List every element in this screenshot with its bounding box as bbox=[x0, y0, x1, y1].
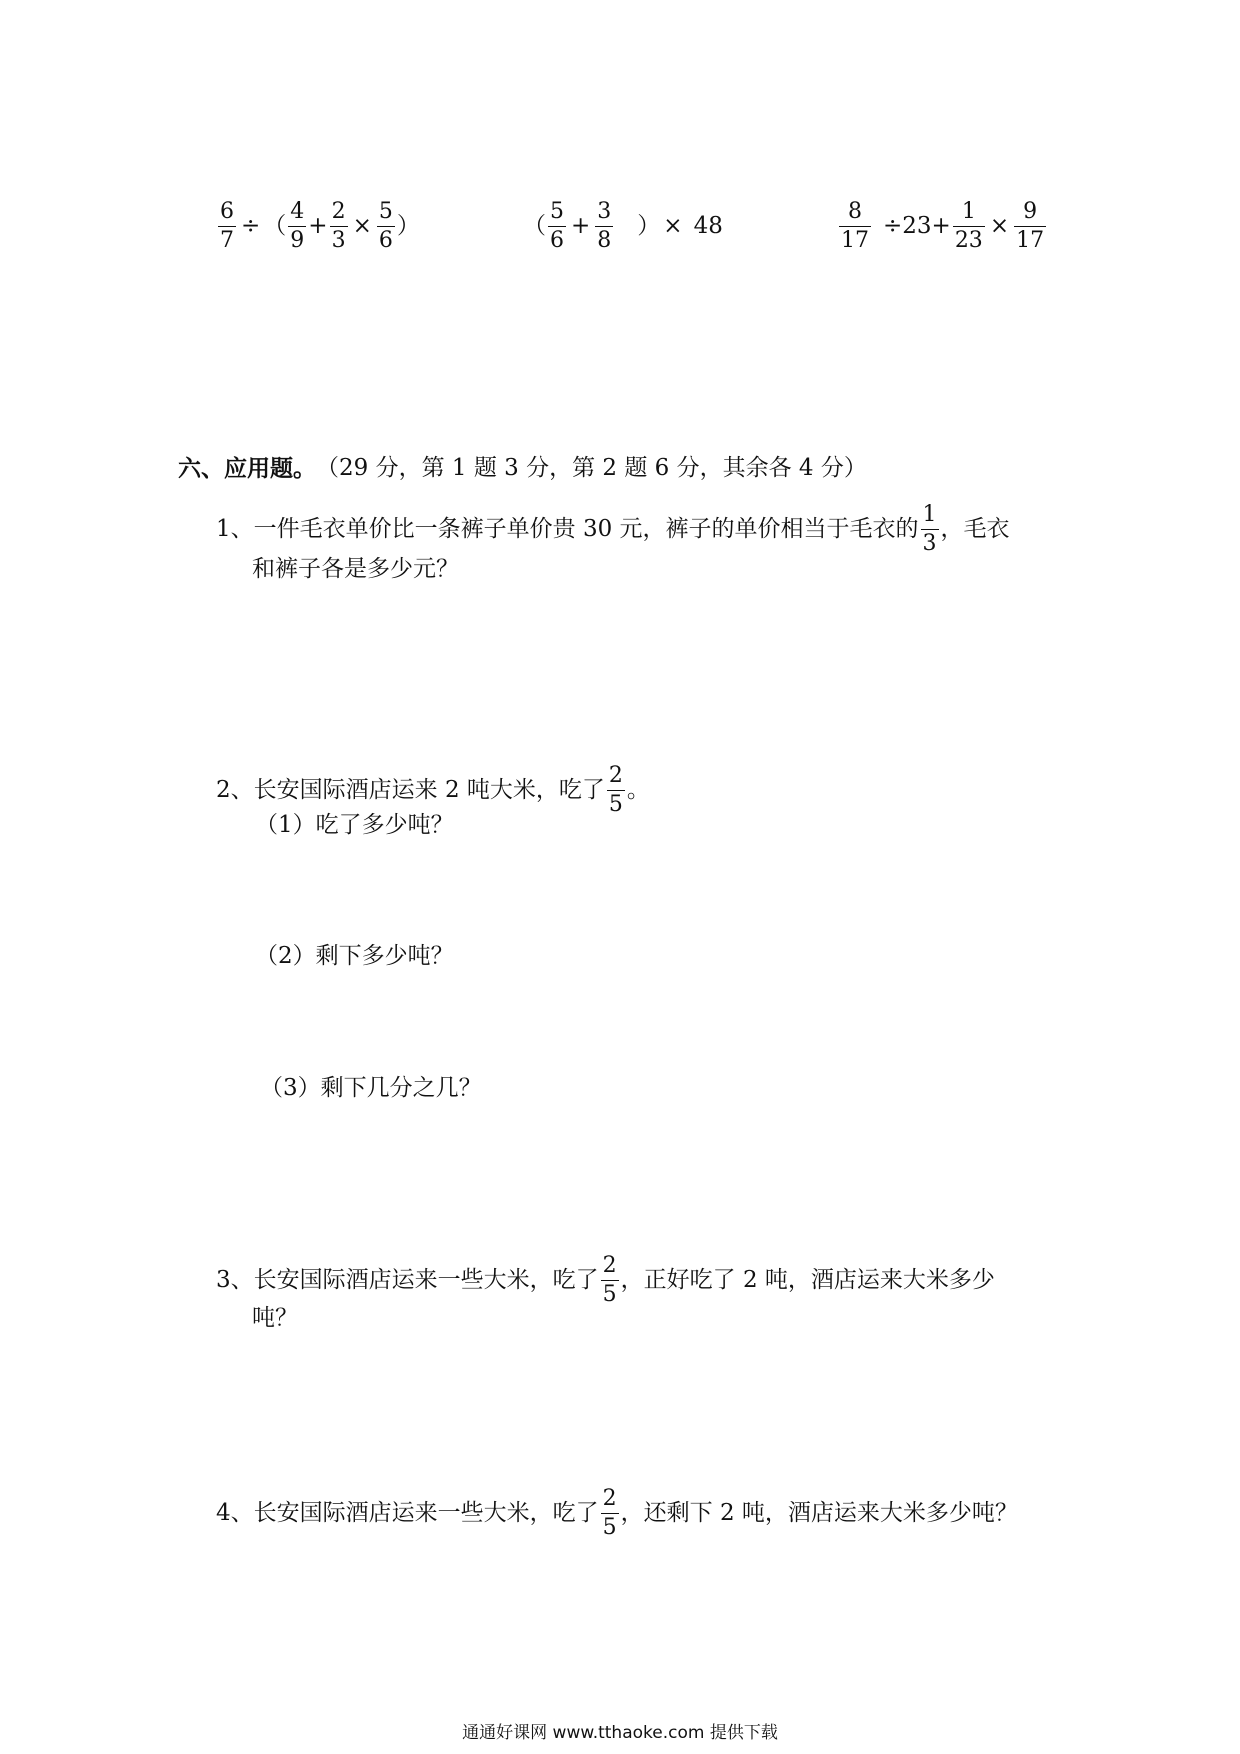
question-4-line-1: 4、长安国际酒店运来一些大米，吃了 $\frac{2}{5}$ ，还剩下 2 吨，酒店运来大米多少吨？ bbox=[216, 1486, 1018, 1540]
section-title: 六、应用题。 bbox=[178, 455, 316, 482]
fraction: $\frac{9}{17}$ bbox=[1016, 199, 1045, 253]
expression-2: （ $\frac{5}{6}$ + $\frac{3}{8}$ ） × 48 bbox=[523, 199, 723, 253]
fraction: $\frac{4}{9}$ bbox=[290, 199, 305, 253]
question-2-line-1: 2、长安国际酒店运来 2 吨大米，吃了 $\frac{2}{5}$ 。 bbox=[216, 763, 650, 817]
fraction: $\frac{1}{23}$ bbox=[954, 199, 983, 253]
fraction: $\frac{8}{17}$ bbox=[841, 199, 869, 253]
question-3-line-2: 吨？ bbox=[252, 1305, 298, 1331]
expression-3: $\frac{8}{17}$ ÷23+ $\frac{1}{23}$ × $\frac{9}{17}$ bbox=[841, 199, 1045, 253]
question-2-sub-2: （2）剩下多少吨？ bbox=[255, 943, 454, 969]
page-footer: 通通好课网 www.tthaoke.com 提供下载 bbox=[462, 1723, 778, 1743]
fraction: $\frac{6}{7}$ bbox=[220, 199, 234, 253]
fraction: $\frac{2}{3}$ bbox=[331, 199, 346, 253]
fraction: $\frac{5}{6}$ bbox=[550, 199, 564, 253]
fraction: $\frac{2}{5}$ bbox=[608, 763, 623, 817]
fraction: $\frac{2}{5}$ bbox=[602, 1486, 617, 1540]
question-2-sub-1: （1）吃了多少吨？ bbox=[255, 812, 454, 838]
fraction: $\frac{1}{3}$ bbox=[922, 502, 937, 556]
question-1-line-1: 1、一件毛衣单价比一条裤子单价贵 30 元，裤子的单价相当于毛衣的 $\frac{1}{3}$ ，毛衣 bbox=[216, 502, 1010, 556]
question-3-line-1: 3、长安国际酒店运来一些大米，吃了 $\frac{2}{5}$ ，正好吃了 2 吨，酒店运来大米多少 bbox=[216, 1253, 995, 1307]
fraction: $\frac{2}{5}$ bbox=[602, 1253, 617, 1307]
question-1-line-2: 和裤子各是多少元？ bbox=[252, 556, 459, 582]
expression-1: $\frac{6}{7}$ ÷ （ $\frac{4}{9}$ + $\frac{2}{3}$ × $\frac{5}{6}$ ） bbox=[220, 199, 420, 253]
question-2-sub-3: （3）剩下几分之几？ bbox=[260, 1075, 482, 1101]
section-heading bbox=[178, 457, 867, 480]
fraction: $\frac{3}{8}$ bbox=[597, 199, 612, 253]
fraction: $\frac{5}{6}$ bbox=[378, 199, 393, 253]
section-note: （29 分，第 1 题 3 分，第 2 题 6 分，其余各 4 分） bbox=[316, 455, 867, 481]
